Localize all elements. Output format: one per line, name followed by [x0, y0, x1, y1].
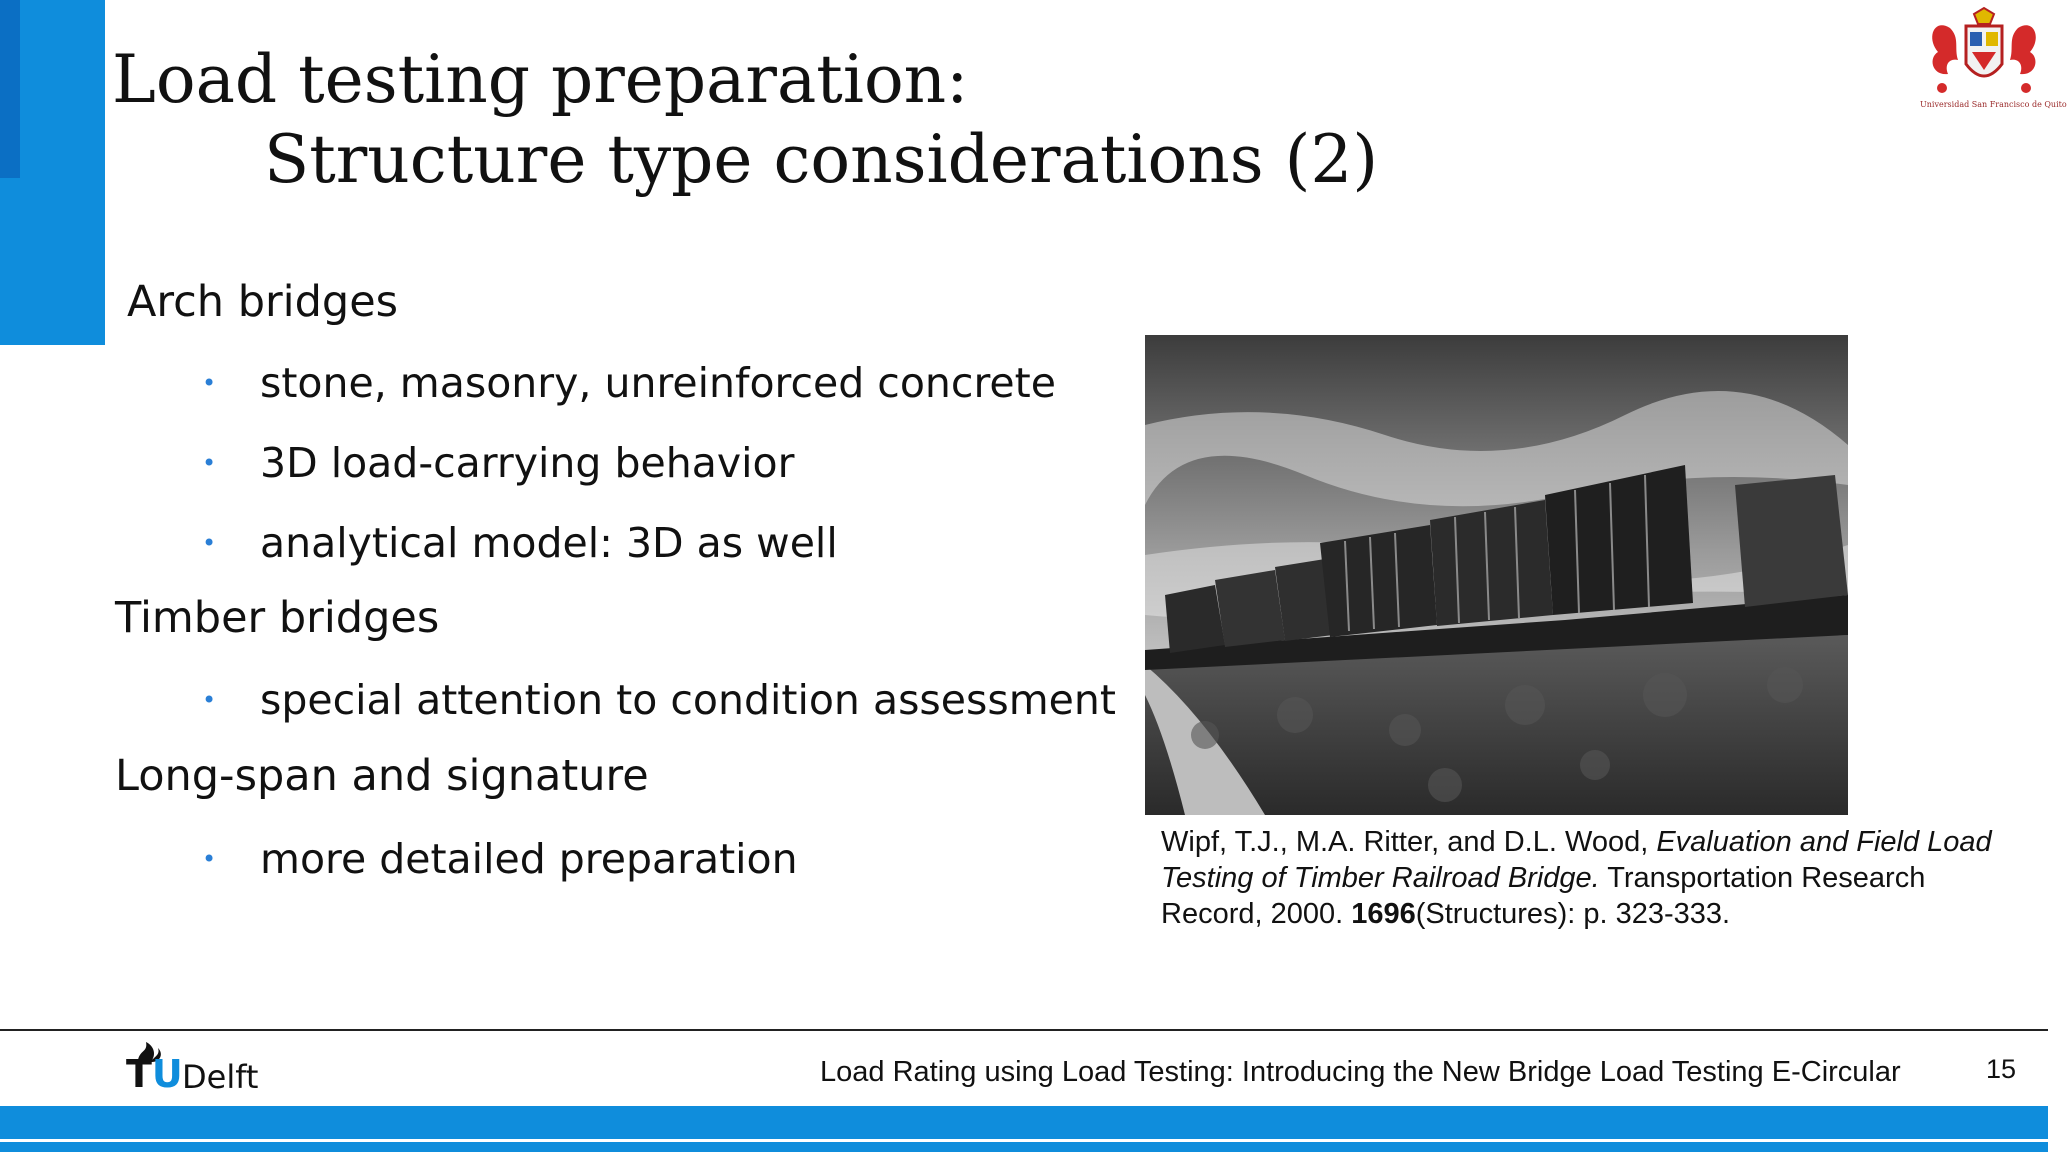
list-item: stone, masonry, unreinforced concrete: [260, 359, 1056, 407]
page-number: 15: [1986, 1054, 2017, 1084]
title-line-2: Structure type considerations (2): [264, 121, 1379, 198]
citation-journal: Transportation Research Record, 2000.: [1161, 862, 1926, 930]
citation-volume: 1696: [1351, 898, 1416, 930]
bullet-dot: •: [202, 449, 217, 477]
bullet-dot: •: [202, 845, 217, 873]
tudelft-logo: [126, 1038, 276, 1102]
tudelft-tu: TU: [126, 1052, 183, 1096]
list-item: more detailed preparation: [260, 835, 798, 883]
footer-band-lower: [0, 1142, 2048, 1152]
bullet-dot: •: [202, 686, 217, 714]
section-heading-arch: Arch bridges: [127, 277, 399, 327]
bullet-dot: •: [202, 529, 217, 557]
citation-title: Evaluation and Field Load Testing of Timber Railroad Bridge.: [1161, 826, 1992, 894]
footer-band: [0, 1106, 2048, 1139]
usfq-logo: [1920, 8, 2067, 112]
citation-authors: Wipf, T.J., M.A. Ritter, and D.L. Wood,: [1161, 826, 1657, 858]
bullet-dot: •: [202, 369, 217, 397]
photo-citation: [1161, 824, 2031, 932]
list-item: special attention to condition assessment: [260, 676, 1116, 724]
train-on-bridge-image: [1145, 335, 1848, 815]
title-line-1: Load testing preparation:: [112, 41, 969, 118]
accent-bar-stripe: [0, 0, 20, 178]
footer-divider: [0, 1029, 2048, 1031]
section-heading-long-span: Long-span and signature: [115, 751, 649, 801]
usfq-crest-icon: [1920, 8, 2048, 100]
tudelft-delft: Delft: [182, 1058, 259, 1096]
footer-title: Load Rating using Load Testing: Introducing the New Bridge Load Testing E-Circular: [820, 1056, 1901, 1088]
timber-railroad-bridge-photo: [1145, 335, 1848, 815]
usfq-caption: Universidad San Francisco de Quito: [1920, 100, 2067, 109]
citation-pages: (Structures): p. 323-333.: [1415, 898, 1731, 930]
section-heading-timber: Timber bridges: [115, 593, 440, 643]
list-item: analytical model: 3D as well: [260, 519, 838, 567]
slide-title: [112, 40, 1378, 200]
list-item: 3D load-carrying behavior: [260, 439, 795, 487]
